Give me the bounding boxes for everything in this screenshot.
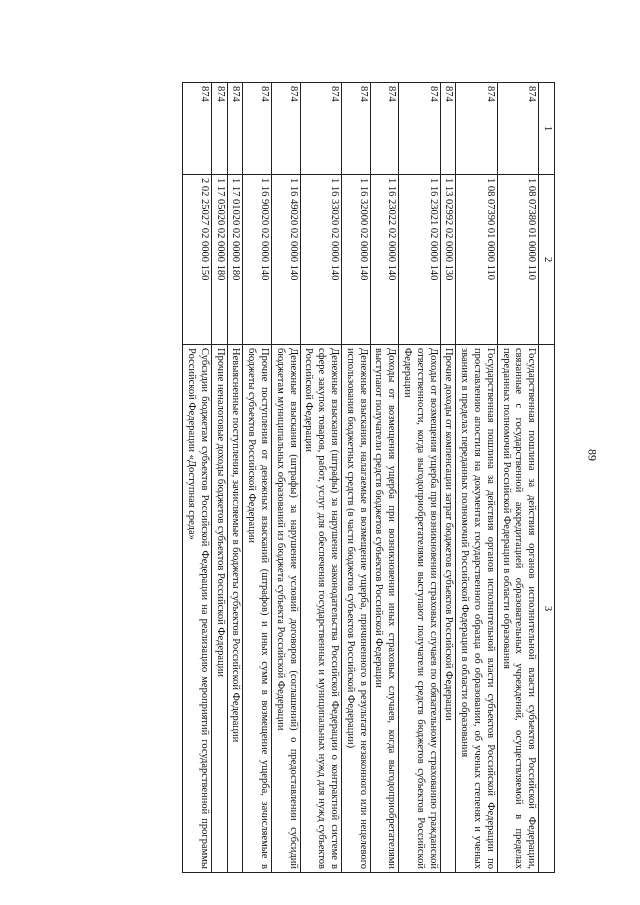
column-header-3: 3 <box>539 345 555 873</box>
admin-code-cell: 874 <box>227 83 243 175</box>
table-body <box>183 83 539 873</box>
table-row <box>183 83 212 873</box>
budget-classification-code-cell: 1 16 23022 02 0000 140 <box>370 175 399 345</box>
budget-classification-code-cell: 1 16 49020 02 0000 140 <box>272 175 301 345</box>
table-row <box>342 83 371 873</box>
table-row <box>497 83 538 873</box>
budget-classification-code-cell: 1 17 05020 02 0000 180 <box>211 175 227 345</box>
revenue-name-cell: Государственная пошлина за действия органов исполнительной власти субъектов Российской Федерации по проставлению апостиля на документах государственного образца об образовании, об ученых степенях и ученых званиях в пределах переданных полномочий Российской Федерации в области образования <box>456 345 497 873</box>
budget-classification-code-cell: 2 02 25027 02 0000 150 <box>183 175 212 345</box>
revenue-name-cell: Прочие неналоговые доходы бюджетов субъектов Российской Федерации <box>211 345 227 873</box>
table-row <box>370 83 399 873</box>
admin-code-cell: 874 <box>272 83 301 175</box>
budget-classification-code-cell: 1 16 32000 02 0000 140 <box>342 175 371 345</box>
budget-classification-code-cell: 1 08 07380 01 0000 110 <box>497 175 538 345</box>
revenue-name-cell: Прочие доходы от компенсации затрат бюджетов субъектов Российской Федерации <box>440 345 456 873</box>
rotated-table-container <box>97 82 555 872</box>
table-row <box>211 83 227 873</box>
budget-classification-code-cell: 1 16 23021 02 0000 140 <box>399 175 440 345</box>
budget-classification-code-cell: 1 16 33020 02 0000 140 <box>300 175 341 345</box>
admin-code-cell: 874 <box>440 83 456 175</box>
column-header-1: 1 <box>539 83 555 175</box>
admin-code-cell: 874 <box>370 83 399 175</box>
table-row <box>456 83 497 873</box>
revenue-codes-table <box>182 82 555 873</box>
admin-code-cell: 874 <box>497 83 538 175</box>
budget-classification-code-cell: 1 16 90020 02 0000 140 <box>243 175 272 345</box>
table-row <box>399 83 440 873</box>
budget-classification-code-cell: 1 13 02992 02 0000 130 <box>440 175 456 345</box>
revenue-name-cell: Доходы от возмещения ущерба при возникновении страховых случаев по обязательному страхованию гражданской ответственности, когда выгодоприобретателями выступают получатели средств бюджетов субъектов Российской Федерации <box>399 345 440 873</box>
revenue-name-cell: Субсидии бюджетам субъектов Российской Федерации на реализацию мероприятий государственной программы Российской Федерации «Доступная среда» <box>183 345 212 873</box>
document-table-area <box>97 82 555 872</box>
column-header-2: 2 <box>539 175 555 345</box>
table-row <box>272 83 301 873</box>
revenue-name-cell: Денежные взыскания (штрафы) за нарушение законодательства Российской Федерации о контрактной системе в сфере закупок товаров, работ, услуг для обеспечения государственных и муниципальных нужд для нужд субъектов Российской Федерации <box>300 345 341 873</box>
admin-code-cell: 874 <box>300 83 341 175</box>
revenue-name-cell: Денежные взыскания, налагаемые в возмещение ущерба, причиненного в результате незаконного или нецелевого использования бюджетных средств (в части бюджетов субъектов Российской Федерации) <box>342 345 371 873</box>
revenue-name-cell: Денежные взыскания (штрафы) за нарушение условий договоров (соглашений) о предоставлении субсидий бюджетам муниципальных образований из бюджета субъекта Российской Федерации <box>272 345 301 873</box>
revenue-name-cell: Невыясненные поступления, зачисляемые в бюджеты субъектов Российской Федерации <box>227 345 243 873</box>
table-row <box>227 83 243 873</box>
budget-classification-code-cell: 1 17 01020 02 0000 180 <box>227 175 243 345</box>
table-row <box>243 83 272 873</box>
admin-code-cell: 874 <box>456 83 497 175</box>
table-header-row <box>539 83 555 873</box>
admin-code-cell: 874 <box>243 83 272 175</box>
budget-classification-code-cell: 1 08 07390 01 0000 110 <box>456 175 497 345</box>
admin-code-cell: 874 <box>183 83 212 175</box>
page-number: 89 <box>585 449 600 461</box>
table-row <box>440 83 456 873</box>
revenue-name-cell: Прочие поступления от денежных взысканий (штрафов) и иных сумм в возмещение ущерба, зачисляемые в бюджеты субъектов Российской Федерации <box>243 345 272 873</box>
admin-code-cell: 874 <box>211 83 227 175</box>
admin-code-cell: 874 <box>399 83 440 175</box>
table-row <box>300 83 341 873</box>
revenue-name-cell: Доходы от возмещения ущерба при возникновении иных страховых случаев, когда выгодоприобретателями выступают получатели средств бюджетов субъектов Российской Федерации <box>370 345 399 873</box>
admin-code-cell: 874 <box>342 83 371 175</box>
revenue-name-cell: Государственная пошлина за действия органов исполнительной власти субъектов Российской Федерации, связанные с государственной аккредитацией образовательных учреждений, осуществляемой в пределах переданных полномочий Российской Федерации в области образования <box>497 345 538 873</box>
